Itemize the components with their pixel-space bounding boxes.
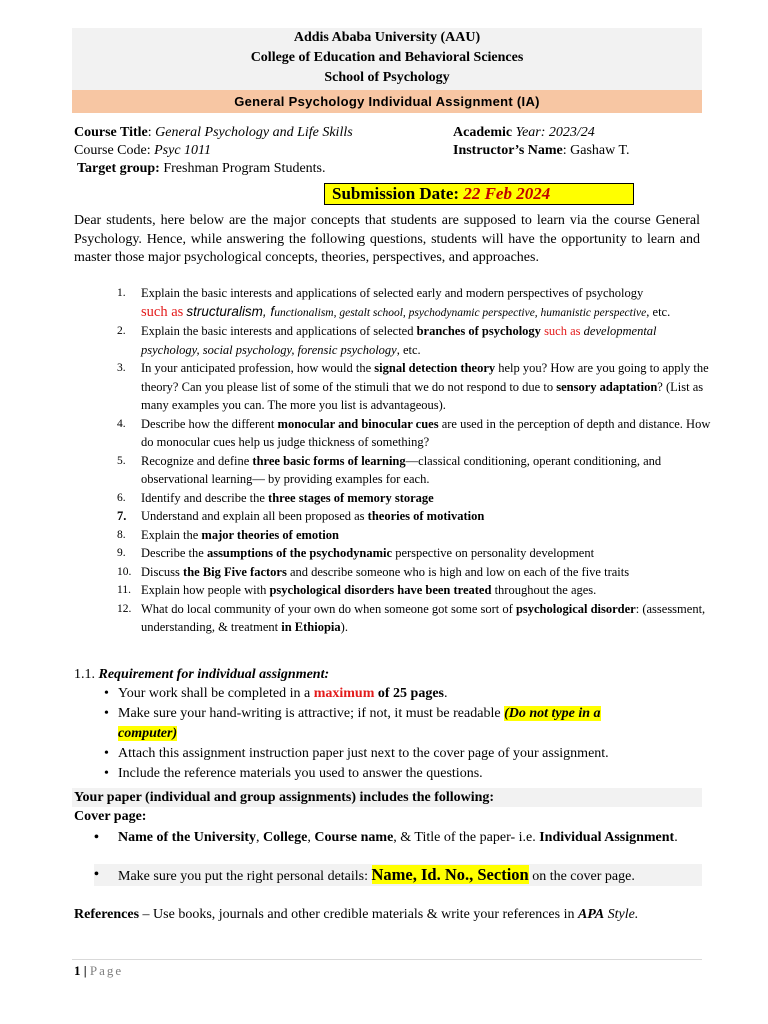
bullet-icon: • — [94, 830, 99, 845]
requirements-heading: 1.1. Requirement for individual assignment: — [74, 667, 330, 682]
question-item: 4. Describe how the different monocular and binocular cues are used in the perception of depth and distance. How do monocular cues help us judge thickness of something? — [117, 416, 711, 449]
bullet-icon: • — [94, 867, 99, 882]
question-item: 1. Explain the basic interests and applications of selected early and modern perspectives of psychology such as structuralism, functionalism, gestalt school, psychodynamic perspective, humanistic perspective, etc. — [117, 286, 671, 320]
question-item: 11. Explain how people with psychological disorders have been treated throughout the ages. — [117, 583, 597, 597]
requirement-item: • Attach this assignment instruction paper just next to the cover page of your assignment. — [100, 744, 660, 764]
question-item: 7. Understand and explain all been proposed as theories of motivation — [117, 509, 485, 523]
college-name: College of Education and Behavioral Sciences — [250, 50, 524, 65]
question-list — [108, 284, 718, 637]
instructor-name: Instructor’s Name: Gashaw T. — [453, 143, 630, 158]
question-item: 8. Explain the major theories of emotion — [117, 527, 339, 542]
school-name: School of Psychology — [324, 70, 450, 85]
academic-year: Academic Year: 2023/24 — [453, 125, 595, 140]
university-name: Addis Ababa University (AAU) — [293, 30, 481, 45]
question-item: 3. In your anticipated profession, how would the signal detection theory help you? How are you going to apply the theory? Can you please list of some of the stimuli that we do not respond to due to sensory adaptation? (List as many examples you can. The more you list is advantageous). — [117, 361, 709, 412]
footer-divider — [72, 959, 702, 960]
cover-page-label: Cover page: — [74, 809, 147, 824]
cover-item: • Name of the University, College, Course name, & Title of the paper- i.e. Individual Assignment. — [94, 830, 678, 845]
question-item: 2. Explain the basic interests and applications of selected branches of psychology such as developmental psychology, social psychology, forensic psychology, etc. — [117, 324, 657, 357]
document-header — [72, 28, 702, 90]
question-item: 10. Discuss the Big Five factors and describe someone who is high and low on each of the five traits — [117, 564, 630, 579]
question-item: 12. What do local community of your own do when someone got some sort of psychological disorder: (assessment, understanding, & treatment in Ethiopia). — [117, 601, 706, 634]
question-item: 9. Describe the assumptions of the psychodynamic perspective on personality development — [117, 546, 595, 560]
course-title: Course Title: General Psychology and Life Skills — [74, 125, 353, 140]
requirement-item: • Include the reference materials you used to answer the questions. — [100, 764, 660, 784]
references-line: References – Use books, journals and other credible materials & write your references in APA Style. — [74, 907, 639, 922]
submission-date-box: Submission Date: 22 Feb 2024 — [324, 183, 634, 205]
requirement-item: • Your work shall be completed in a maximum of 25 pages. — [100, 684, 660, 704]
target-group: Target group: Freshman Program Students. — [77, 161, 326, 176]
question-item: 5. Recognize and define three basic forms of learning—classical conditioning, operant conditioning, and observational learning— by providing examples for each. — [117, 453, 662, 486]
requirement-item: • Make sure your hand-writing is attractive; if not, it must be readable (Do not type in a computer) — [100, 704, 660, 744]
assignment-banner: General Psychology Individual Assignment (IA) — [72, 90, 702, 113]
cover-item: • Make sure you put the right personal details: Name, Id. No., Section on the cover page. — [94, 864, 702, 886]
question-item: 6. Identify and describe the three stages of memory storage — [117, 490, 434, 505]
requirements-list — [100, 684, 660, 784]
page-footer: 1 | Page — [74, 963, 124, 978]
intro-paragraph: Dear students, here below are the major concepts that students are supposed to learn via the course General Psychology. Hence, while answering the following questions, students will have the opportunity to learn and master those major psychological concepts, theories, perspectives, and approaches. — [74, 213, 700, 265]
course-code: Course Code: Psyc 1011 — [74, 143, 211, 158]
paper-includes-heading: Your paper (individual and group assignments) includes the following: — [72, 788, 702, 807]
